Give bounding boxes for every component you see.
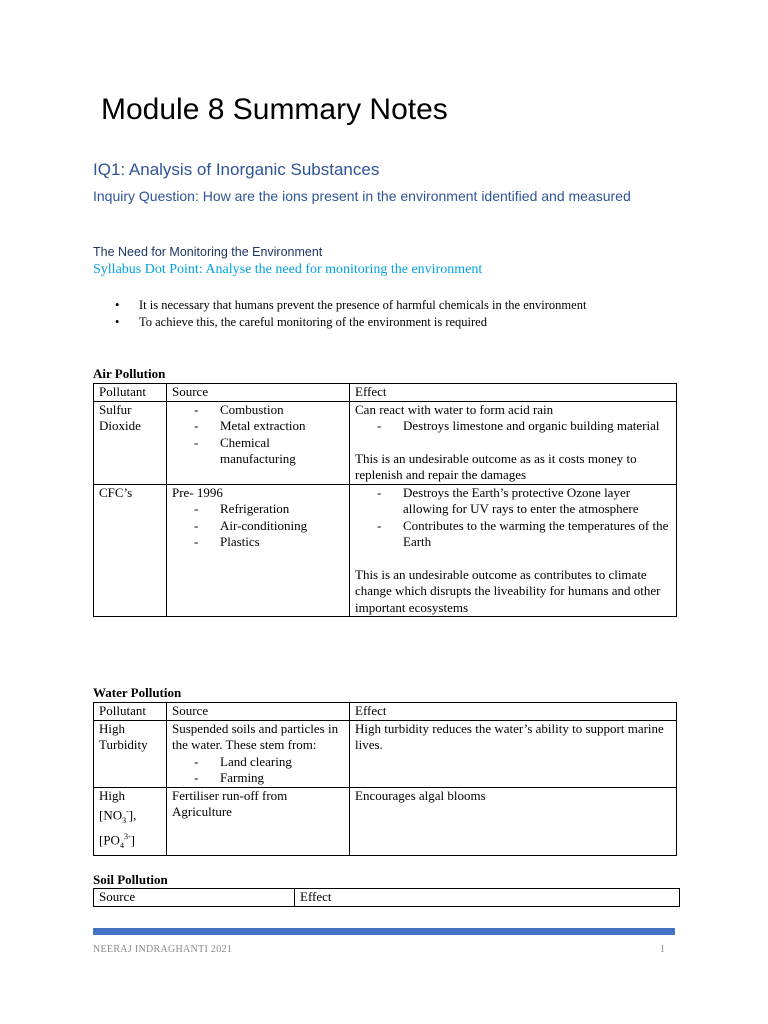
table-row	[94, 401, 677, 484]
syllabus-dot-point: Syllabus Dot Point: Analyse the need for monitoring the environment	[93, 262, 483, 277]
pollutant-cell	[94, 787, 167, 855]
inquiry-heading: IQ1: Analysis of Inorganic Substances	[93, 160, 380, 179]
water-pollution-table	[93, 702, 677, 856]
column-header: Pollutant	[94, 703, 167, 721]
table-row	[94, 484, 677, 617]
effect-cell	[350, 401, 677, 484]
source-item: - Refrigeration	[172, 501, 344, 518]
pollutant-cell: High Turbidity	[94, 720, 167, 787]
nitrate-formula: $[NO_3^-]$,	[99, 807, 137, 825]
water-pollution-heading: Water Pollution	[93, 685, 182, 700]
effect-note: This is an undesirable outcome as contributes to climate change which disrupts the liveability for humans and other important ecosystems	[355, 566, 661, 615]
table-row	[94, 787, 677, 855]
table-header-row	[94, 384, 677, 402]
phosphate-formula: $[PO_4^{3-}]$	[99, 832, 135, 851]
column-header: Pollutant	[94, 384, 167, 402]
column-header: Source	[167, 384, 350, 402]
bullet-item: • It is necessary that humans prevent the presence of harmful chemicals in the environment	[93, 297, 653, 313]
source-item: - Plastics	[172, 534, 344, 551]
table-row	[94, 720, 677, 787]
column-header: Effect	[350, 384, 677, 402]
source-cell: Fertiliser run-off from Agriculture	[167, 787, 350, 855]
source-text: Suspended soils and particles in the water. These stem from:	[172, 720, 339, 752]
column-header: Source	[167, 703, 350, 721]
bullet-item: • To achieve this, the careful monitoring of the environment is required	[93, 314, 653, 330]
footer-author: NEERAJ INDRAGHANTI 2021	[93, 944, 233, 955]
effect-item: - Destroys the Earth’s protective Ozone layer allowing for UV rays to enter the atmosphere	[355, 485, 671, 518]
source-item: - Air-conditioning	[172, 518, 344, 535]
source-item: - Chemical manufacturing	[172, 435, 344, 468]
effect-item: - Contributes to the warming the temperatures of the Earth	[355, 518, 671, 551]
column-header: Effect	[295, 889, 680, 907]
soil-pollution-table	[93, 888, 680, 907]
section-heading: The Need for Monitoring the Environment	[93, 245, 323, 259]
air-pollution-table	[93, 383, 677, 617]
air-pollution-heading: Air Pollution	[93, 366, 166, 381]
footer-rule	[93, 928, 675, 935]
source-item: - Farming	[172, 770, 344, 787]
bullet-list	[93, 297, 653, 331]
source-item: - Land clearing	[172, 754, 344, 771]
pollutant-cell: Sulfur Dioxide	[94, 401, 167, 484]
effect-note: This is an undesirable outcome as as it costs money to replenish and repair the damages	[355, 450, 637, 482]
source-item: - Combustion	[172, 402, 344, 419]
inquiry-question: Inquiry Question: How are the ions present in the environment identified and measured	[93, 188, 631, 204]
effect-text: Can react with water to form acid rain	[355, 401, 554, 417]
effect-cell: Encourages algal blooms	[350, 787, 677, 855]
table-header-row	[94, 703, 677, 721]
pollutant-prefix: High	[99, 787, 125, 803]
effect-cell: High turbidity reduces the water’s ability to support marine lives.	[350, 720, 677, 787]
soil-pollution-heading: Soil Pollution	[93, 872, 168, 887]
source-cell	[167, 484, 350, 617]
column-header: Effect	[350, 703, 677, 721]
source-item: - Metal extraction	[172, 418, 344, 435]
source-cell	[167, 720, 350, 787]
effect-item: - Destroys limestone and organic building material	[355, 418, 671, 435]
effect-cell	[350, 484, 677, 617]
column-header: Source	[94, 889, 295, 907]
pollutant-cell: CFC’s	[94, 484, 167, 617]
page-number: 1	[660, 944, 666, 955]
source-text: Pre- 1996	[172, 484, 223, 500]
table-header-row	[94, 889, 680, 907]
source-cell	[167, 401, 350, 484]
document-title: Module 8 Summary Notes	[101, 93, 448, 126]
